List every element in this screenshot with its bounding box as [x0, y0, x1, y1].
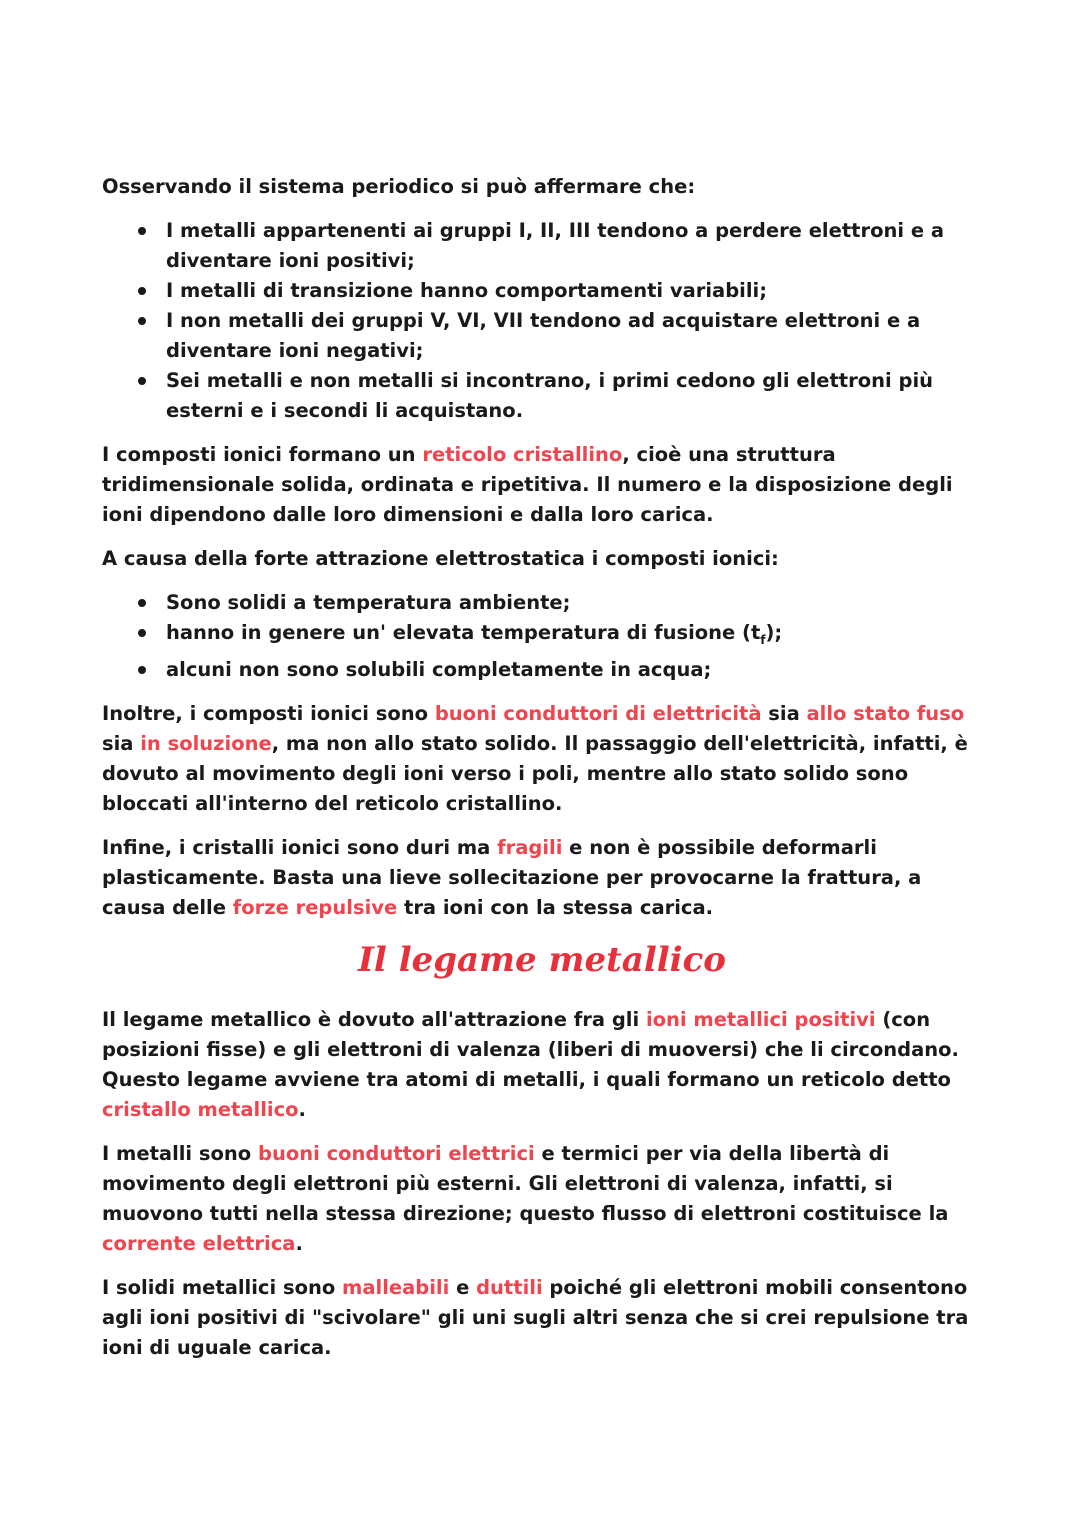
highlight: fragili — [497, 835, 563, 859]
list-item: I metalli appartenenti ai gruppi I, II, III tendono a perdere elettroni e a diventare ioni positivi; — [102, 216, 982, 276]
malleability-paragraph: I solidi metallici sono malleabili e duttili poiché gli elettroni mobili consentono agli ioni positivi di "scivolare" gli uni sugli altri senza che si crei repulsione tra ioni di uguale carica. — [102, 1275, 969, 1359]
fragility-paragraph: Infine, i cristalli ionici sono duri ma fragili e non è possibile deformarli plasticamente. Basta una lieve sollecitazione per provocarne la frattura, a causa delle forze repulsive tra ioni con la stessa carica. — [102, 835, 922, 919]
highlight: buoni conduttori di elettricità — [434, 701, 762, 725]
highlight: forze repulsive — [232, 895, 398, 919]
metallic-bond-paragraph: Il legame metallico è dovuto all'attrazione fra gli ioni metallici positivi (con posizioni fisse) e gli elettroni di valenza (liberi di muoversi) che li circondano. Questo legame avviene tra atomi di metalli, i quali formano un reticolo detto cristallo metallico. — [102, 1007, 959, 1121]
highlight: ioni metallici positivi — [645, 1007, 876, 1031]
highlight: malleabili — [342, 1275, 450, 1299]
ionic-lattice-paragraph: I composti ionici formano un reticolo cristallino, cioè una struttura tridimensionale solida, ordinata e ripetitiva. Il numero e la disposizione degli ioni dipendono dalle loro dimensioni e dalla loro carica. — [102, 443, 953, 526]
list-item: I non metalli dei gruppi V, VI, VII tendono ad acquistare elettroni e a diventare ioni negativi; — [102, 306, 982, 366]
list-item: alcuni non sono solubili completamente in acqua; — [102, 655, 982, 685]
highlight: in soluzione — [140, 731, 272, 755]
list-item: I metalli di transizione hanno comportamenti variabili; — [102, 276, 982, 306]
highlight: reticolo cristallino — [422, 443, 623, 466]
periodic-table-list — [102, 216, 982, 426]
metal-conductors-paragraph: I metalli sono buoni conduttori elettrici e termici per via della libertà di movimento degli elettroni più esterni. Gli elettroni di valenza, infatti, si muovono tutti nella stessa direzione; questo flusso di elettroni costituisce la corrente elettrica. — [102, 1141, 949, 1255]
highlight: duttili — [476, 1275, 543, 1299]
highlight: corrente elettrica — [102, 1231, 296, 1255]
intro-paragraph: Osservando il sistema periodico si può affermare che: — [102, 175, 696, 198]
conductivity-paragraph: Inoltre, i composti ionici sono buoni conduttori di elettricità sia allo stato fuso sia in soluzione, ma non allo stato solido. Il passaggio dell'elettricità, infatti, è dovuto al movimento degli ioni verso i poli, mentre allo stato solido sono bloccati all'interno del reticolo cristallino. — [102, 701, 968, 815]
list-item: Sono solidi a temperatura ambiente; — [102, 588, 982, 618]
highlight: buoni conduttori elettrici — [257, 1141, 535, 1165]
section-heading: Il legame metallico — [358, 939, 726, 980]
list-item: Sei metalli e non metalli si incontrano, i primi cedono gli elettroni più esterni e i secondi li acquistano. — [102, 366, 982, 426]
attraction-paragraph: A causa della forte attrazione elettrostatica i composti ionici: — [102, 547, 779, 570]
document-body — [102, 172, 982, 1377]
highlight: cristallo metallico — [102, 1097, 299, 1121]
ionic-properties-list — [102, 588, 982, 685]
list-item: hanno in genere un' elevata temperatura di fusione $(t_f)$; — [102, 618, 982, 655]
highlight: allo stato fuso — [806, 701, 965, 725]
